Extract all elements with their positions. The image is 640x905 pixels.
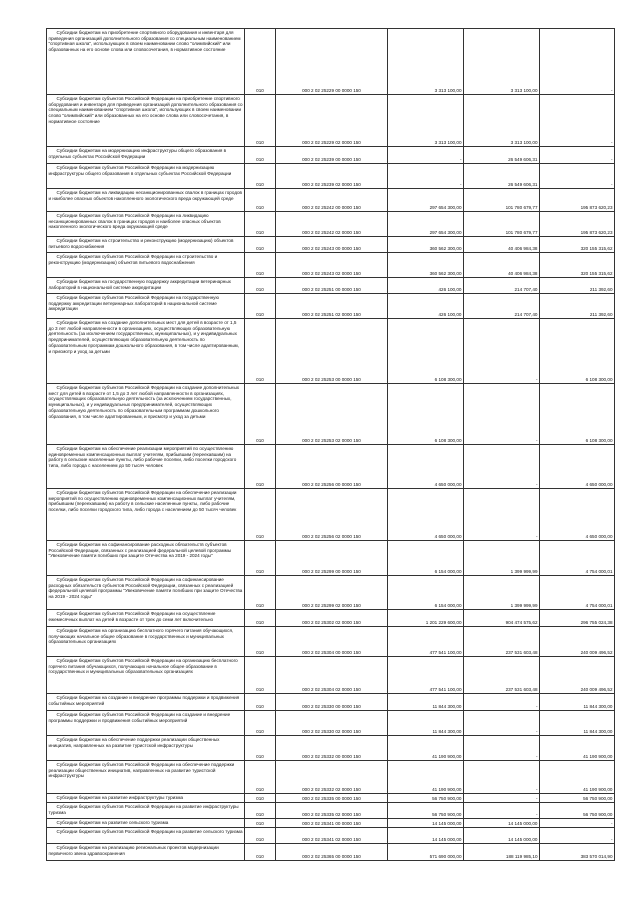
row-name-cell: Субсидии бюджетам субъектов Российской Федерации на обеспечение реализации мероприятий по осуществлению единовременных компенсационных выплат учителям, прибывшим (переехавшим) на работу в сельские населенные пункты, либо рабочие поселки, либо поселки городского типа, либо города с населением до 50 тысяч человек [47, 489, 245, 541]
table-row [47, 278, 615, 294]
row-code-cell: 010 [245, 294, 276, 319]
row-kbk-cell: 000 2 02 25365 00 0000 150 [276, 844, 388, 861]
row-code-cell: 010 [245, 803, 276, 819]
row-fact-cell: 101 780 679,77 [464, 189, 540, 212]
row-code-cell: 010 [245, 541, 276, 576]
row-code-cell: 010 [245, 253, 276, 278]
row-rest-cell: - [540, 164, 615, 189]
row-code-cell: 010 [245, 489, 276, 541]
row-kbk-cell: 000 2 02 25256 02 0000 150 [276, 489, 388, 541]
row-rest-cell: 296 755 024,38 [540, 610, 615, 627]
row-name-cell: Субсидии бюджетам на обеспечение реализации мероприятий по осуществлению единовременных компенсационных выплат учителям, прибывшим (переехавшим) на работу в сельские населенные пункты, либо рабочие поселки, либо поселки городского типа, либо города с населением до 50 тысяч человек [47, 445, 245, 489]
row-fact-cell: 14 145 000,00 [464, 828, 540, 844]
row-plan-cell: 1 201 229 600,00 [388, 610, 464, 627]
row-rest-cell: 211 392,60 [540, 278, 615, 294]
row-plan-cell: 297 654 300,00 [388, 189, 464, 212]
row-name-cell: Субсидии бюджетам субъектов Российской Федерации на осуществление ежемесячных выплат на детей в возрасте от трех до семи лет включительно [47, 610, 245, 627]
row-fact-cell: - [464, 736, 540, 761]
table-row [47, 384, 615, 445]
row-code-cell: 010 [245, 147, 276, 164]
report-table-body [47, 29, 615, 861]
row-name-cell: Субсидии бюджетам на создание дополнительных мест для детей в возрасте от 1,5 до 3 лет любой направленности в организациях, осуществляющих образовательную деятельность (за исключением государственных, муниципальных), и у индивидуальных предпринимателей, осуществляющих образовательную деятельность по образовательным программам дошкольного образования, в том числе адаптированным, и присмотр и уход за детьми [47, 319, 245, 384]
row-name-cell: Субсидии бюджетам субъектов Российской Федерации на приобретение спортивного оборудования и инвентаря для приведения организаций дополнительного образования со специальным наименованием "спортивная школа", использующих в своем наименовании слово "олимпийский" или образованных на его основе слова или словосочетания, в нормативное состояние [47, 95, 245, 147]
table-row [47, 610, 615, 627]
row-kbk-cell: 000 2 02 25229 02 0000 150 [276, 95, 388, 147]
table-row [47, 489, 615, 541]
table-row [47, 794, 615, 803]
row-rest-cell: 56 750 900,00 [540, 794, 615, 803]
table-row [47, 189, 615, 212]
row-rest-cell: 195 873 620,23 [540, 212, 615, 237]
table-row [47, 294, 615, 319]
row-kbk-cell: 000 2 02 25330 02 0000 150 [276, 711, 388, 736]
row-fact-cell: 26 549 606,31 [464, 147, 540, 164]
row-plan-cell: 4 650 000,00 [388, 489, 464, 541]
table-row [47, 95, 615, 147]
row-code-cell: 010 [245, 694, 276, 711]
row-name-cell: Субсидии бюджетам на развитие сельского туризма [47, 819, 245, 828]
row-rest-cell: 11 844 300,00 [540, 711, 615, 736]
row-name-cell: Субсидии бюджетам субъектов Российской Федерации на ликвидацию несанкционированных свалок в границах городов и наиболее опасных объектов накопленного экологического вреда окружающей среде [47, 212, 245, 237]
row-rest-cell: 320 155 315,62 [540, 253, 615, 278]
row-fact-cell: 14 145 000,00 [464, 819, 540, 828]
table-row [47, 736, 615, 761]
table-row [47, 147, 615, 164]
row-name-cell: Субсидии бюджетам на ликвидацию несанкционированных свалок в границах городов и наиболее опасных объектов накопленного экологического вреда окружающей среде [47, 189, 245, 212]
row-fact-cell: - [464, 445, 540, 489]
row-fact-cell: 237 531 603,48 [464, 657, 540, 694]
row-code-cell: 010 [245, 319, 276, 384]
row-fact-cell: 1 399 999,99 [464, 576, 540, 610]
row-rest-cell: 240 009 496,52 [540, 657, 615, 694]
table-row [47, 711, 615, 736]
row-kbk-cell: 000 2 02 25304 02 0000 150 [276, 657, 388, 694]
row-name-cell: Субсидии бюджетам на модернизацию инфраструктуры общего образования в отдельных субъектах Российской Федерации [47, 147, 245, 164]
row-plan-cell: 14 145 000,00 [388, 819, 464, 828]
row-fact-cell: - [464, 761, 540, 794]
table-row [47, 828, 615, 844]
row-code-cell: 010 [245, 164, 276, 189]
row-name-cell: Субсидии бюджетам субъектов Российской Федерации на государственную поддержку аккредитации ветеринарных лабораторий в национальной системе аккредитации [47, 294, 245, 319]
row-fact-cell: - [464, 489, 540, 541]
row-rest-cell: 4 754 000,01 [540, 541, 615, 576]
row-rest-cell: 4 650 000,00 [540, 489, 615, 541]
row-name-cell: Субсидии бюджетам на строительство и реконструкцию (модернизацию) объектов питьевого водоснабжения [47, 237, 245, 253]
row-name-cell: Субсидии бюджетам субъектов Российской Федерации на модернизацию инфраструктуры общего образования в отдельных субъектах Российской Федерации [47, 164, 245, 189]
row-fact-cell: - [464, 319, 540, 384]
row-code-cell: 010 [245, 828, 276, 844]
row-plan-cell: 477 541 100,00 [388, 627, 464, 657]
row-kbk-cell: 000 2 02 25330 00 0000 150 [276, 694, 388, 711]
row-rest-cell: - [540, 819, 615, 828]
row-plan-cell: 426 100,00 [388, 294, 464, 319]
row-kbk-cell: 000 2 02 25302 02 0000 150 [276, 610, 388, 627]
table-row [47, 445, 615, 489]
row-code-cell: 010 [245, 576, 276, 610]
row-name-cell: Субсидии бюджетам субъектов Российской Федерации на строительство и реконструкцию (модернизацию) объектов питьевого водоснабжения [47, 253, 245, 278]
table-row [47, 253, 615, 278]
row-code-cell: 010 [245, 95, 276, 147]
row-rest-cell: 4 650 000,00 [540, 445, 615, 489]
row-code-cell: 010 [245, 627, 276, 657]
row-rest-cell: - [540, 828, 615, 844]
table-row [47, 627, 615, 657]
row-name-cell: Субсидии бюджетам субъектов Российской Федерации на создание и внедрение программы поддержки и продвижения событийных мероприятий [47, 711, 245, 736]
row-kbk-cell: 000 2 02 25341 02 0000 150 [276, 828, 388, 844]
row-rest-cell: - [540, 29, 615, 95]
table-row [47, 694, 615, 711]
row-kbk-cell: 000 2 02 25332 00 0000 150 [276, 736, 388, 761]
row-code-cell: 010 [245, 189, 276, 212]
row-fact-cell: - [464, 803, 540, 819]
row-plan-cell: 6 108 300,00 [388, 319, 464, 384]
row-code-cell: 010 [245, 761, 276, 794]
row-rest-cell: 6 108 300,00 [540, 319, 615, 384]
row-name-cell: Субсидии бюджетам субъектов Российской Федерации на создание дополнительных мест для детей в возрасте от 1,5 до 3 лет любой направленности в организациях, осуществляющих образовательную деятельность (за исключением государственных, муниципальных), и у индивидуальных предпринимателей, осуществляющих образовательную деятельность по образовательным программам дошкольного образования, в том числе адаптированным, и присмотр и уход за детьми [47, 384, 245, 445]
row-fact-cell: 904 474 575,62 [464, 610, 540, 627]
row-kbk-cell: 000 2 02 25299 02 0000 150 [276, 576, 388, 610]
row-kbk-cell: 000 2 02 25253 00 0000 150 [276, 319, 388, 384]
row-rest-cell: 383 570 014,90 [540, 844, 615, 861]
row-plan-cell: 360 562 300,00 [388, 253, 464, 278]
row-plan-cell: 477 541 100,00 [388, 657, 464, 694]
row-code-cell: 010 [245, 212, 276, 237]
row-rest-cell: 11 844 300,00 [540, 694, 615, 711]
row-code-cell: 010 [245, 610, 276, 627]
row-name-cell: Субсидии бюджетам на реализацию региональных проектов модернизации первичного звена здравоохранения [47, 844, 245, 861]
row-rest-cell: 195 873 620,23 [540, 189, 615, 212]
row-fact-cell: - [464, 694, 540, 711]
row-name-cell: Субсидии бюджетам на организацию бесплатного горячего питания обучающихся, получающих начальное общее образование в государственных и муниципальных образовательных организациях [47, 627, 245, 657]
row-code-cell: 010 [245, 794, 276, 803]
row-kbk-cell: 000 2 02 25242 02 0000 150 [276, 212, 388, 237]
row-name-cell: Субсидии бюджетам субъектов Российской Федерации на развитие инфраструктуры туризма [47, 803, 245, 819]
row-kbk-cell: 000 2 02 25332 02 0000 150 [276, 761, 388, 794]
row-plan-cell: 571 690 000,00 [388, 844, 464, 861]
row-fact-cell: - [464, 794, 540, 803]
table-row [47, 657, 615, 694]
row-fact-cell: 101 780 679,77 [464, 212, 540, 237]
row-code-cell: 010 [245, 445, 276, 489]
row-kbk-cell: 000 2 02 25304 00 0000 150 [276, 627, 388, 657]
row-name-cell: Субсидии бюджетам субъектов Российской Федерации на софинансирование расходных обязательств субъектов Российской Федерации, связанных с реализацией федеральной целевой программы "Увековечение памяти погибших при защите Отечества на 2019 - 2024 годы" [47, 576, 245, 610]
row-plan-cell: 6 154 000,00 [388, 541, 464, 576]
table-row [47, 819, 615, 828]
row-fact-cell: 40 406 984,38 [464, 253, 540, 278]
row-name-cell: Субсидии бюджетам субъектов Российской Федерации на развитие сельского туризма [47, 828, 245, 844]
row-name-cell: Субсидии бюджетам на создание и внедрение программы поддержки и продвижения событийных мероприятий [47, 694, 245, 711]
row-name-cell: Субсидии бюджетам субъектов Российской Федерации на обеспечение поддержки реализации общественных инициатив, направленных на развитие туристской инфраструктуры [47, 761, 245, 794]
row-rest-cell: 41 190 900,00 [540, 736, 615, 761]
table-row [47, 803, 615, 819]
table-row [47, 164, 615, 189]
row-rest-cell: 56 750 900,00 [540, 803, 615, 819]
row-plan-cell: 11 844 300,00 [388, 694, 464, 711]
row-fact-cell: 237 531 603,48 [464, 627, 540, 657]
row-plan-cell: 41 190 900,00 [388, 761, 464, 794]
table-row [47, 541, 615, 576]
row-kbk-cell: 000 2 02 25229 00 0000 150 [276, 29, 388, 95]
row-kbk-cell: 000 2 02 25251 02 0000 150 [276, 294, 388, 319]
row-rest-cell: 41 190 900,00 [540, 761, 615, 794]
table-row [47, 29, 615, 95]
table-row [47, 761, 615, 794]
row-kbk-cell: 000 2 02 25251 00 0000 150 [276, 278, 388, 294]
row-rest-cell: 240 009 496,52 [540, 627, 615, 657]
row-code-cell: 010 [245, 711, 276, 736]
report-table [46, 28, 615, 861]
row-plan-cell: 3 313 100,00 [388, 29, 464, 95]
row-code-cell: 010 [245, 844, 276, 861]
row-code-cell: 010 [245, 657, 276, 694]
row-kbk-cell: 000 2 02 25341 00 0000 150 [276, 819, 388, 828]
row-code-cell: 010 [245, 29, 276, 95]
row-plan-cell: 6 108 300,00 [388, 384, 464, 445]
row-name-cell: Субсидии бюджетам на софинансирование расходных обязательств субъектов Российской Федерации, связанных с реализацией федеральной целевой программы "Увековечение памяти погибших при защите Отечества на 2019 - 2024 годы" [47, 541, 245, 576]
row-plan-cell: 3 313 100,00 [388, 95, 464, 147]
row-kbk-cell: 000 2 02 25239 00 0000 150 [276, 147, 388, 164]
row-rest-cell: 211 392,60 [540, 294, 615, 319]
table-row [47, 237, 615, 253]
row-plan-cell: 14 145 000,00 [388, 828, 464, 844]
row-fact-cell: 3 313 100,00 [464, 95, 540, 147]
row-plan-cell: 41 190 900,00 [388, 736, 464, 761]
row-kbk-cell: 000 2 02 25335 02 0000 150 [276, 803, 388, 819]
row-name-cell: Субсидии бюджетам на приобретение спортивного оборудования и инвентаря для приведения организаций дополнительного образования со специальным наименованием "спортивная школа", использующих в своем наименовании слово "олимпийский" или образованных на его основе слова или словосочетания, в нормативное состояние [47, 29, 245, 95]
row-code-cell: 010 [245, 278, 276, 294]
row-plan-cell: 11 844 300,00 [388, 711, 464, 736]
row-plan-cell: - [388, 164, 464, 189]
row-kbk-cell: 000 2 02 25239 02 0000 150 [276, 164, 388, 189]
row-rest-cell: 320 155 315,62 [540, 237, 615, 253]
row-fact-cell: - [464, 711, 540, 736]
row-code-cell: 010 [245, 384, 276, 445]
row-fact-cell: 214 707,40 [464, 294, 540, 319]
row-code-cell: 010 [245, 736, 276, 761]
row-code-cell: 010 [245, 819, 276, 828]
row-fact-cell: 214 707,40 [464, 278, 540, 294]
row-plan-cell: 56 750 900,00 [388, 803, 464, 819]
row-plan-cell: 4 650 000,00 [388, 445, 464, 489]
row-fact-cell: 40 406 984,38 [464, 237, 540, 253]
row-fact-cell: 26 549 606,31 [464, 164, 540, 189]
table-row [47, 576, 615, 610]
row-plan-cell: 360 562 300,00 [388, 237, 464, 253]
row-fact-cell: 188 119 985,10 [464, 844, 540, 861]
row-plan-cell: 426 100,00 [388, 278, 464, 294]
table-row [47, 319, 615, 384]
row-fact-cell: 1 399 999,99 [464, 541, 540, 576]
row-name-cell: Субсидии бюджетам на обеспечение поддержки реализации общественных инициатив, направленных на развитие туристской инфраструктуры [47, 736, 245, 761]
row-plan-cell: 56 750 900,00 [388, 794, 464, 803]
row-kbk-cell: 000 2 02 25243 02 0000 150 [276, 253, 388, 278]
row-name-cell: Субсидии бюджетам на государственную поддержку аккредитации ветеринарных лабораторий в национальной системе аккредитации [47, 278, 245, 294]
row-rest-cell: - [540, 95, 615, 147]
row-kbk-cell: 000 2 02 25299 00 0000 150 [276, 541, 388, 576]
row-rest-cell: 6 108 300,00 [540, 384, 615, 445]
row-name-cell: Субсидии бюджетам на развитие инфраструктуры туризма [47, 794, 245, 803]
row-fact-cell: 3 313 100,00 [464, 29, 540, 95]
row-name-cell: Субсидии бюджетам субъектов Российской Федерации на организацию бесплатного горячего питания обучающихся, получающих начальное общее образование в государственных и муниципальных образовательных организациях [47, 657, 245, 694]
row-kbk-cell: 000 2 02 25256 00 0000 150 [276, 445, 388, 489]
row-kbk-cell: 000 2 02 25243 00 0000 150 [276, 237, 388, 253]
table-row [47, 212, 615, 237]
row-fact-cell: - [464, 384, 540, 445]
table-row [47, 844, 615, 861]
row-kbk-cell: 000 2 02 25253 02 0000 150 [276, 384, 388, 445]
row-kbk-cell: 000 2 02 25335 00 0000 150 [276, 794, 388, 803]
row-kbk-cell: 000 2 02 25242 00 0000 150 [276, 189, 388, 212]
row-plan-cell: - [388, 147, 464, 164]
row-code-cell: 010 [245, 237, 276, 253]
row-plan-cell: 6 154 000,00 [388, 576, 464, 610]
row-plan-cell: 297 654 300,00 [388, 212, 464, 237]
row-rest-cell: - [540, 147, 615, 164]
row-rest-cell: 4 754 000,01 [540, 576, 615, 610]
